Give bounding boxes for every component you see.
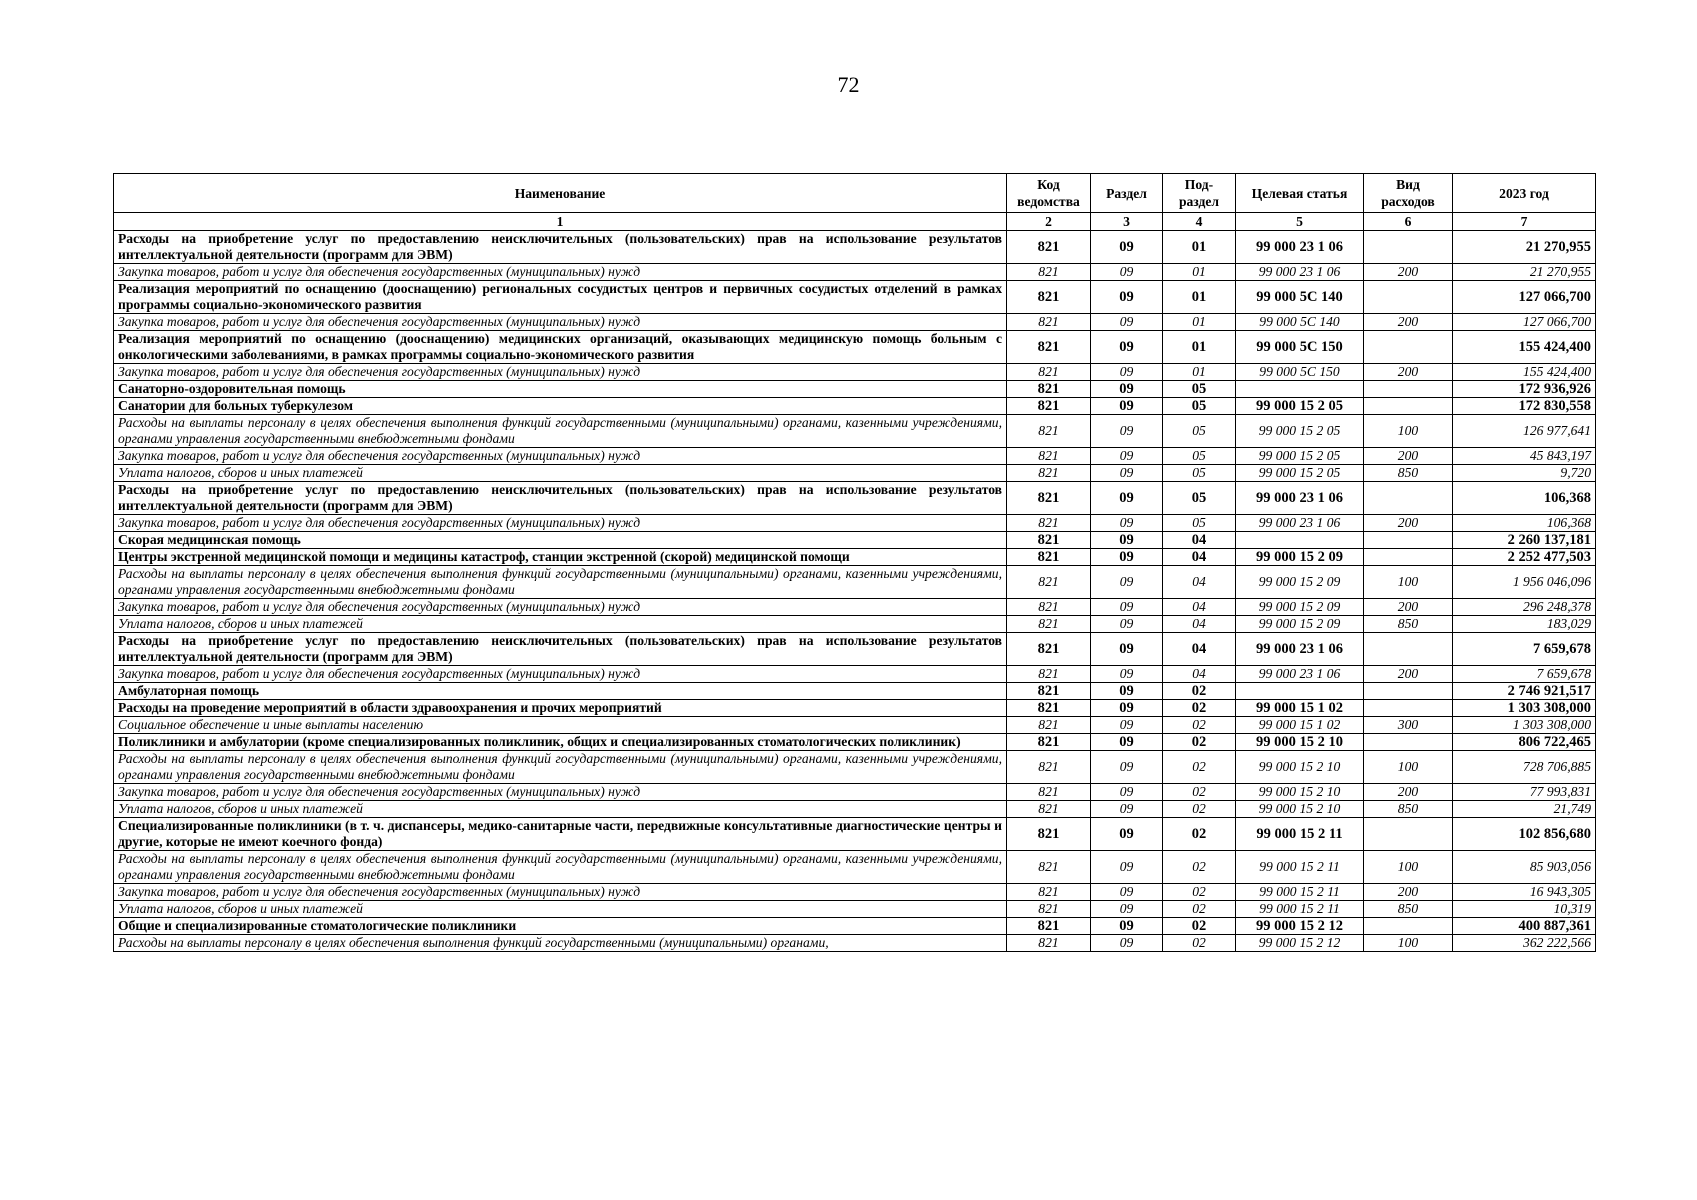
row-ved-code: 821 bbox=[1007, 314, 1091, 331]
header-year: 2023 год bbox=[1453, 174, 1596, 213]
row-name: Амбулаторная помощь bbox=[114, 683, 1007, 700]
row-expense-type bbox=[1364, 331, 1453, 364]
row-razdel: 09 bbox=[1091, 415, 1163, 448]
row-expense-type: 100 bbox=[1364, 751, 1453, 784]
row-name: Расходы на выплаты персоналу в целях обеспечения выполнения функций государственными (муниципальными) органами, казенными учреждениями, органами управления государственными внебюджетными фондами bbox=[114, 415, 1007, 448]
row-podrazdel: 02 bbox=[1163, 818, 1236, 851]
table-row bbox=[114, 633, 1596, 666]
row-amount-2023: 106,368 bbox=[1453, 515, 1596, 532]
row-target-article: 99 000 5С 140 bbox=[1236, 281, 1364, 314]
row-target-article: 99 000 15 2 10 bbox=[1236, 734, 1364, 751]
table-row bbox=[114, 264, 1596, 281]
row-amount-2023: 155 424,400 bbox=[1453, 364, 1596, 381]
row-ved-code: 821 bbox=[1007, 633, 1091, 666]
row-ved-code: 821 bbox=[1007, 549, 1091, 566]
row-name: Уплата налогов, сборов и иных платежей bbox=[114, 465, 1007, 482]
row-expense-type: 200 bbox=[1364, 784, 1453, 801]
row-ved-code: 821 bbox=[1007, 818, 1091, 851]
row-target-article: 99 000 15 1 02 bbox=[1236, 717, 1364, 734]
row-razdel: 09 bbox=[1091, 566, 1163, 599]
row-name: Санатории для больных туберкулезом bbox=[114, 398, 1007, 415]
row-razdel: 09 bbox=[1091, 381, 1163, 398]
row-expense-type: 200 bbox=[1364, 666, 1453, 683]
row-amount-2023: 2 746 921,517 bbox=[1453, 683, 1596, 700]
row-expense-type: 200 bbox=[1364, 264, 1453, 281]
row-podrazdel: 01 bbox=[1163, 264, 1236, 281]
budget-table bbox=[113, 173, 1596, 952]
row-podrazdel: 02 bbox=[1163, 717, 1236, 734]
row-ved-code: 821 bbox=[1007, 599, 1091, 616]
row-name: Скорая медицинская помощь bbox=[114, 532, 1007, 549]
row-podrazdel: 04 bbox=[1163, 666, 1236, 683]
row-amount-2023: 728 706,885 bbox=[1453, 751, 1596, 784]
table-row bbox=[114, 398, 1596, 415]
row-razdel: 09 bbox=[1091, 801, 1163, 818]
row-razdel: 09 bbox=[1091, 515, 1163, 532]
row-target-article: 99 000 5С 150 bbox=[1236, 364, 1364, 381]
row-expense-type bbox=[1364, 381, 1453, 398]
row-name: Закупка товаров, работ и услуг для обеспечения государственных (муниципальных) нужд bbox=[114, 364, 1007, 381]
column-number-row bbox=[114, 213, 1596, 231]
row-razdel: 09 bbox=[1091, 281, 1163, 314]
row-expense-type: 850 bbox=[1364, 901, 1453, 918]
column-number: 1 bbox=[114, 213, 1007, 231]
row-target-article: 99 000 23 1 06 bbox=[1236, 666, 1364, 683]
row-name: Закупка товаров, работ и услуг для обеспечения государственных (муниципальных) нужд bbox=[114, 515, 1007, 532]
column-number: 4 bbox=[1163, 213, 1236, 231]
table-row bbox=[114, 818, 1596, 851]
row-podrazdel: 05 bbox=[1163, 482, 1236, 515]
table-row bbox=[114, 515, 1596, 532]
row-expense-type bbox=[1364, 482, 1453, 515]
row-expense-type: 200 bbox=[1364, 884, 1453, 901]
table-row bbox=[114, 448, 1596, 465]
row-ved-code: 821 bbox=[1007, 801, 1091, 818]
table-row bbox=[114, 381, 1596, 398]
table-row bbox=[114, 884, 1596, 901]
header-row bbox=[114, 174, 1596, 213]
table-row bbox=[114, 415, 1596, 448]
row-expense-type: 200 bbox=[1364, 364, 1453, 381]
table-row bbox=[114, 314, 1596, 331]
row-ved-code: 821 bbox=[1007, 415, 1091, 448]
table-row bbox=[114, 331, 1596, 364]
row-podrazdel: 02 bbox=[1163, 784, 1236, 801]
row-target-article: 99 000 15 2 09 bbox=[1236, 616, 1364, 633]
row-name: Закупка товаров, работ и услуг для обеспечения государственных (муниципальных) нужд bbox=[114, 784, 1007, 801]
row-name: Уплата налогов, сборов и иных платежей bbox=[114, 901, 1007, 918]
row-expense-type: 200 bbox=[1364, 599, 1453, 616]
page-number: 72 bbox=[837, 72, 860, 97]
row-amount-2023: 21 270,955 bbox=[1453, 264, 1596, 281]
row-ved-code: 821 bbox=[1007, 717, 1091, 734]
row-ved-code: 821 bbox=[1007, 482, 1091, 515]
row-expense-type: 100 bbox=[1364, 566, 1453, 599]
row-razdel: 09 bbox=[1091, 901, 1163, 918]
row-ved-code: 821 bbox=[1007, 381, 1091, 398]
row-amount-2023: 10,319 bbox=[1453, 901, 1596, 918]
row-podrazdel: 02 bbox=[1163, 683, 1236, 700]
row-name: Специализированные поликлиники (в т. ч. диспансеры, медико-санитарные части, передвижные консультативные диагностические центры и другие, которые не имеют коечного фонда) bbox=[114, 818, 1007, 851]
row-expense-type bbox=[1364, 532, 1453, 549]
table-body bbox=[114, 231, 1596, 952]
row-name: Расходы на приобретение услуг по предоставлению неисключительных (пользовательских) прав на использование результатов интеллектуальной деятельности (программ для ЭВМ) bbox=[114, 633, 1007, 666]
table-row bbox=[114, 700, 1596, 717]
row-name: Общие и специализированные стоматологические поликлиники bbox=[114, 918, 1007, 935]
row-expense-type bbox=[1364, 281, 1453, 314]
row-podrazdel: 02 bbox=[1163, 918, 1236, 935]
row-razdel: 09 bbox=[1091, 935, 1163, 952]
table-row bbox=[114, 935, 1596, 952]
row-podrazdel: 01 bbox=[1163, 331, 1236, 364]
row-podrazdel: 01 bbox=[1163, 281, 1236, 314]
row-target-article: 99 000 15 2 11 bbox=[1236, 818, 1364, 851]
row-razdel: 09 bbox=[1091, 398, 1163, 415]
row-name: Уплата налогов, сборов и иных платежей bbox=[114, 801, 1007, 818]
row-expense-type bbox=[1364, 683, 1453, 700]
row-razdel: 09 bbox=[1091, 532, 1163, 549]
row-target-article: 99 000 15 1 02 bbox=[1236, 700, 1364, 717]
row-target-article: 99 000 15 2 11 bbox=[1236, 901, 1364, 918]
row-target-article: 99 000 15 2 11 bbox=[1236, 851, 1364, 884]
table-row bbox=[114, 901, 1596, 918]
row-target-article: 99 000 15 2 10 bbox=[1236, 801, 1364, 818]
row-podrazdel: 02 bbox=[1163, 901, 1236, 918]
row-target-article: 99 000 15 2 05 bbox=[1236, 448, 1364, 465]
row-ved-code: 821 bbox=[1007, 918, 1091, 935]
table-row bbox=[114, 599, 1596, 616]
row-podrazdel: 05 bbox=[1163, 398, 1236, 415]
table-row bbox=[114, 683, 1596, 700]
row-amount-2023: 296 248,378 bbox=[1453, 599, 1596, 616]
row-podrazdel: 02 bbox=[1163, 935, 1236, 952]
row-ved-code: 821 bbox=[1007, 616, 1091, 633]
row-expense-type: 200 bbox=[1364, 515, 1453, 532]
row-podrazdel: 04 bbox=[1163, 532, 1236, 549]
row-podrazdel: 05 bbox=[1163, 415, 1236, 448]
row-expense-type bbox=[1364, 918, 1453, 935]
row-amount-2023: 183,029 bbox=[1453, 616, 1596, 633]
table-row bbox=[114, 364, 1596, 381]
table-row bbox=[114, 784, 1596, 801]
row-amount-2023: 127 066,700 bbox=[1453, 314, 1596, 331]
row-podrazdel: 05 bbox=[1163, 448, 1236, 465]
row-ved-code: 821 bbox=[1007, 532, 1091, 549]
row-target-article: 99 000 23 1 06 bbox=[1236, 231, 1364, 264]
row-razdel: 09 bbox=[1091, 734, 1163, 751]
row-target-article: 99 000 15 2 10 bbox=[1236, 784, 1364, 801]
table-row bbox=[114, 231, 1596, 264]
row-name: Санаторно-оздоровительная помощь bbox=[114, 381, 1007, 398]
row-name: Закупка товаров, работ и услуг для обеспечения государственных (муниципальных) нужд bbox=[114, 599, 1007, 616]
row-name: Расходы на проведение мероприятий в области здравоохранения и прочих мероприятий bbox=[114, 700, 1007, 717]
row-razdel: 09 bbox=[1091, 751, 1163, 784]
row-target-article bbox=[1236, 683, 1364, 700]
row-amount-2023: 362 222,566 bbox=[1453, 935, 1596, 952]
column-number: 5 bbox=[1236, 213, 1364, 231]
row-ved-code: 821 bbox=[1007, 448, 1091, 465]
row-name: Реализация мероприятий по оснащению (дооснащению) медицинских организаций, оказывающих медицинскую помощь больным с онкологическими заболеваниями, в рамках программы социально-экономического развития bbox=[114, 331, 1007, 364]
row-target-article: 99 000 15 2 11 bbox=[1236, 884, 1364, 901]
row-expense-type: 200 bbox=[1364, 314, 1453, 331]
row-razdel: 09 bbox=[1091, 314, 1163, 331]
row-razdel: 09 bbox=[1091, 549, 1163, 566]
table-row bbox=[114, 482, 1596, 515]
row-ved-code: 821 bbox=[1007, 364, 1091, 381]
row-target-article: 99 000 15 2 05 bbox=[1236, 465, 1364, 482]
row-podrazdel: 05 bbox=[1163, 515, 1236, 532]
header-ved: Код ведомства bbox=[1007, 174, 1091, 213]
row-amount-2023: 127 066,700 bbox=[1453, 281, 1596, 314]
row-ved-code: 821 bbox=[1007, 901, 1091, 918]
row-ved-code: 821 bbox=[1007, 281, 1091, 314]
table-row bbox=[114, 616, 1596, 633]
row-razdel: 09 bbox=[1091, 918, 1163, 935]
row-target-article: 99 000 15 2 05 bbox=[1236, 398, 1364, 415]
row-name: Расходы на выплаты персоналу в целях обеспечения выполнения функций государственными (муниципальными) органами, казенными учреждениями, органами управления государственными внебюджетными фондами bbox=[114, 566, 1007, 599]
table-row bbox=[114, 549, 1596, 566]
table-row bbox=[114, 666, 1596, 683]
row-expense-type bbox=[1364, 231, 1453, 264]
row-razdel: 09 bbox=[1091, 700, 1163, 717]
row-name: Закупка товаров, работ и услуг для обеспечения государственных (муниципальных) нужд bbox=[114, 884, 1007, 901]
row-razdel: 09 bbox=[1091, 482, 1163, 515]
row-razdel: 09 bbox=[1091, 784, 1163, 801]
row-podrazdel: 02 bbox=[1163, 700, 1236, 717]
table-row bbox=[114, 566, 1596, 599]
row-podrazdel: 05 bbox=[1163, 465, 1236, 482]
row-target-article: 99 000 5С 140 bbox=[1236, 314, 1364, 331]
row-expense-type bbox=[1364, 818, 1453, 851]
row-expense-type: 850 bbox=[1364, 616, 1453, 633]
row-ved-code: 821 bbox=[1007, 751, 1091, 784]
table-row bbox=[114, 465, 1596, 482]
row-name: Расходы на выплаты персоналу в целях обеспечения выполнения функций государственными (муниципальными) органами, bbox=[114, 935, 1007, 952]
row-ved-code: 821 bbox=[1007, 515, 1091, 532]
column-number: 2 bbox=[1007, 213, 1091, 231]
column-number: 6 bbox=[1364, 213, 1453, 231]
row-ved-code: 821 bbox=[1007, 331, 1091, 364]
row-podrazdel: 04 bbox=[1163, 549, 1236, 566]
row-expense-type: 850 bbox=[1364, 465, 1453, 482]
table-row bbox=[114, 801, 1596, 818]
column-number: 3 bbox=[1091, 213, 1163, 231]
row-ved-code: 821 bbox=[1007, 935, 1091, 952]
table-row bbox=[114, 734, 1596, 751]
row-target-article: 99 000 15 2 09 bbox=[1236, 599, 1364, 616]
table-row bbox=[114, 717, 1596, 734]
row-amount-2023: 1 303 308,000 bbox=[1453, 717, 1596, 734]
row-amount-2023: 2 252 477,503 bbox=[1453, 549, 1596, 566]
row-ved-code: 821 bbox=[1007, 465, 1091, 482]
row-razdel: 09 bbox=[1091, 818, 1163, 851]
row-name: Закупка товаров, работ и услуг для обеспечения государственных (муниципальных) нужд bbox=[114, 314, 1007, 331]
table-row bbox=[114, 281, 1596, 314]
row-podrazdel: 02 bbox=[1163, 884, 1236, 901]
row-razdel: 09 bbox=[1091, 884, 1163, 901]
row-amount-2023: 21 270,955 bbox=[1453, 231, 1596, 264]
row-amount-2023: 16 943,305 bbox=[1453, 884, 1596, 901]
row-target-article: 99 000 23 1 06 bbox=[1236, 264, 1364, 281]
row-razdel: 09 bbox=[1091, 683, 1163, 700]
row-razdel: 09 bbox=[1091, 364, 1163, 381]
row-razdel: 09 bbox=[1091, 448, 1163, 465]
header-razdel: Раздел bbox=[1091, 174, 1163, 213]
row-expense-type bbox=[1364, 633, 1453, 666]
header-podrazdel: Под-раздел bbox=[1163, 174, 1236, 213]
row-name: Поликлиники и амбулатории (кроме специализированных поликлиник, общих и специализированных стоматологических поликлиник) bbox=[114, 734, 1007, 751]
row-name: Закупка товаров, работ и услуг для обеспечения государственных (муниципальных) нужд bbox=[114, 666, 1007, 683]
row-ved-code: 821 bbox=[1007, 683, 1091, 700]
row-ved-code: 821 bbox=[1007, 398, 1091, 415]
row-name: Закупка товаров, работ и услуг для обеспечения государственных (муниципальных) нужд bbox=[114, 448, 1007, 465]
row-razdel: 09 bbox=[1091, 666, 1163, 683]
row-amount-2023: 45 843,197 bbox=[1453, 448, 1596, 465]
row-podrazdel: 01 bbox=[1163, 364, 1236, 381]
row-expense-type: 100 bbox=[1364, 851, 1453, 884]
row-name: Расходы на выплаты персоналу в целях обеспечения выполнения функций государственными (муниципальными) органами, казенными учреждениями, органами управления государственными внебюджетными фондами bbox=[114, 851, 1007, 884]
row-target-article bbox=[1236, 381, 1364, 398]
row-amount-2023: 155 424,400 bbox=[1453, 331, 1596, 364]
row-expense-type: 100 bbox=[1364, 415, 1453, 448]
row-target-article bbox=[1236, 532, 1364, 549]
row-razdel: 09 bbox=[1091, 599, 1163, 616]
row-expense-type: 300 bbox=[1364, 717, 1453, 734]
table-row bbox=[114, 532, 1596, 549]
row-razdel: 09 bbox=[1091, 264, 1163, 281]
row-podrazdel: 05 bbox=[1163, 381, 1236, 398]
row-amount-2023: 400 887,361 bbox=[1453, 918, 1596, 935]
row-name: Реализация мероприятий по оснащению (дооснащению) региональных сосудистых центров и первичных сосудистых отделений в рамках программы социально-экономического развития bbox=[114, 281, 1007, 314]
row-target-article: 99 000 5С 150 bbox=[1236, 331, 1364, 364]
row-ved-code: 821 bbox=[1007, 784, 1091, 801]
row-name: Закупка товаров, работ и услуг для обеспечения государственных (муниципальных) нужд bbox=[114, 264, 1007, 281]
row-amount-2023: 102 856,680 bbox=[1453, 818, 1596, 851]
row-name: Расходы на выплаты персоналу в целях обеспечения выполнения функций государственными (муниципальными) органами, казенными учреждениями, органами управления государственными внебюджетными фондами bbox=[114, 751, 1007, 784]
row-name: Расходы на приобретение услуг по предоставлению неисключительных (пользовательских) прав на использование результатов интеллектуальной деятельности (программ для ЭВМ) bbox=[114, 231, 1007, 264]
row-ved-code: 821 bbox=[1007, 666, 1091, 683]
row-podrazdel: 04 bbox=[1163, 599, 1236, 616]
row-expense-type bbox=[1364, 549, 1453, 566]
row-podrazdel: 02 bbox=[1163, 734, 1236, 751]
row-amount-2023: 1 303 308,000 bbox=[1453, 700, 1596, 717]
row-razdel: 09 bbox=[1091, 331, 1163, 364]
row-expense-type bbox=[1364, 734, 1453, 751]
row-podrazdel: 04 bbox=[1163, 633, 1236, 666]
row-amount-2023: 77 993,831 bbox=[1453, 784, 1596, 801]
row-target-article: 99 000 15 2 09 bbox=[1236, 566, 1364, 599]
row-expense-type: 100 bbox=[1364, 935, 1453, 952]
row-ved-code: 821 bbox=[1007, 851, 1091, 884]
row-amount-2023: 126 977,641 bbox=[1453, 415, 1596, 448]
row-amount-2023: 7 659,678 bbox=[1453, 666, 1596, 683]
table-row bbox=[114, 918, 1596, 935]
row-podrazdel: 01 bbox=[1163, 314, 1236, 331]
header-vid: Вид расходов bbox=[1364, 174, 1453, 213]
row-razdel: 09 bbox=[1091, 231, 1163, 264]
row-expense-type bbox=[1364, 398, 1453, 415]
row-target-article: 99 000 23 1 06 bbox=[1236, 482, 1364, 515]
row-razdel: 09 bbox=[1091, 616, 1163, 633]
row-name: Расходы на приобретение услуг по предоставлению неисключительных (пользовательских) прав на использование результатов интеллектуальной деятельности (программ для ЭВМ) bbox=[114, 482, 1007, 515]
header-statya: Целевая статья bbox=[1236, 174, 1364, 213]
row-razdel: 09 bbox=[1091, 465, 1163, 482]
row-target-article: 99 000 23 1 06 bbox=[1236, 633, 1364, 666]
row-target-article: 99 000 15 2 10 bbox=[1236, 751, 1364, 784]
row-ved-code: 821 bbox=[1007, 700, 1091, 717]
row-amount-2023: 172 830,558 bbox=[1453, 398, 1596, 415]
row-amount-2023: 106,368 bbox=[1453, 482, 1596, 515]
row-podrazdel: 02 bbox=[1163, 801, 1236, 818]
row-target-article: 99 000 15 2 09 bbox=[1236, 549, 1364, 566]
table-row bbox=[114, 851, 1596, 884]
row-amount-2023: 7 659,678 bbox=[1453, 633, 1596, 666]
row-name: Уплата налогов, сборов и иных платежей bbox=[114, 616, 1007, 633]
row-amount-2023: 85 903,056 bbox=[1453, 851, 1596, 884]
row-amount-2023: 806 722,465 bbox=[1453, 734, 1596, 751]
row-amount-2023: 1 956 046,096 bbox=[1453, 566, 1596, 599]
row-name: Социальное обеспечение и иные выплаты населению bbox=[114, 717, 1007, 734]
row-target-article: 99 000 15 2 12 bbox=[1236, 935, 1364, 952]
row-ved-code: 821 bbox=[1007, 884, 1091, 901]
row-podrazdel: 02 bbox=[1163, 851, 1236, 884]
row-expense-type: 850 bbox=[1364, 801, 1453, 818]
row-name: Центры экстренной медицинской помощи и медицины катастроф, станции экстренной (скорой) медицинской помощи bbox=[114, 549, 1007, 566]
row-ved-code: 821 bbox=[1007, 264, 1091, 281]
row-amount-2023: 2 260 137,181 bbox=[1453, 532, 1596, 549]
row-ved-code: 821 bbox=[1007, 734, 1091, 751]
row-amount-2023: 21,749 bbox=[1453, 801, 1596, 818]
row-amount-2023: 9,720 bbox=[1453, 465, 1596, 482]
row-expense-type bbox=[1364, 700, 1453, 717]
row-target-article: 99 000 15 2 12 bbox=[1236, 918, 1364, 935]
row-podrazdel: 04 bbox=[1163, 616, 1236, 633]
row-podrazdel: 04 bbox=[1163, 566, 1236, 599]
column-number: 7 bbox=[1453, 213, 1596, 231]
row-expense-type: 200 bbox=[1364, 448, 1453, 465]
table-row bbox=[114, 751, 1596, 784]
row-ved-code: 821 bbox=[1007, 231, 1091, 264]
header-name: Наименование bbox=[114, 174, 1007, 213]
row-ved-code: 821 bbox=[1007, 566, 1091, 599]
row-razdel: 09 bbox=[1091, 717, 1163, 734]
row-amount-2023: 172 936,926 bbox=[1453, 381, 1596, 398]
row-razdel: 09 bbox=[1091, 851, 1163, 884]
row-podrazdel: 02 bbox=[1163, 751, 1236, 784]
row-target-article: 99 000 23 1 06 bbox=[1236, 515, 1364, 532]
row-razdel: 09 bbox=[1091, 633, 1163, 666]
row-podrazdel: 01 bbox=[1163, 231, 1236, 264]
row-target-article: 99 000 15 2 05 bbox=[1236, 415, 1364, 448]
